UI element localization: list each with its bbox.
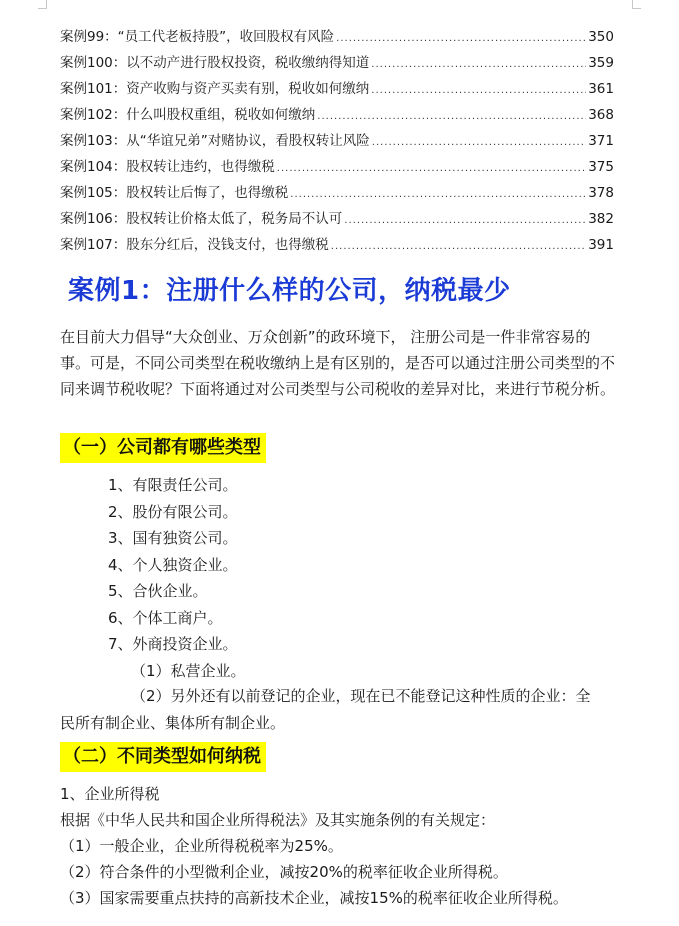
list-item: 6、个体工商户。: [108, 608, 223, 627]
toc-entry-title: 案例103：从“华谊兄弟”对赌协议，看股权转让风险: [60, 133, 370, 149]
page-corner-mark-right: [632, 0, 641, 9]
toc-entry-title: 案例104：股权转让违约，也得缴税: [60, 159, 275, 175]
toc-entry[interactable]: [60, 129, 614, 155]
toc-entry[interactable]: [60, 51, 614, 77]
case-heading: 案例1：注册什么样的公司，纳税最少: [68, 276, 511, 306]
toc-page-number: 391: [588, 237, 614, 253]
toc-page-number: 361: [588, 81, 614, 97]
toc-leader-dots: [290, 189, 586, 200]
sub-item-legacy-continued: 民所有制企业、集体所有制企业。: [60, 714, 286, 732]
toc-page-number: 350: [588, 29, 614, 45]
toc-entry[interactable]: [60, 77, 614, 103]
toc-entry[interactable]: [60, 233, 614, 259]
toc-leader-dots: [371, 85, 586, 96]
toc-entry[interactable]: [60, 25, 614, 51]
toc-leader-dots: [372, 137, 586, 148]
toc-page-number: 375: [588, 159, 614, 175]
toc-entry[interactable]: [60, 207, 614, 233]
toc-entry-title: 案例99：“员工代老板持股”，收回股权有风险: [60, 29, 335, 45]
toc-entry[interactable]: [60, 103, 614, 129]
toc-page-number: 382: [588, 211, 614, 227]
toc-entry-title: 案例100：以不动产进行股权投资，税收缴纳得知道: [60, 55, 370, 71]
toc-leader-dots: [277, 163, 586, 174]
page-corner-mark-left: [38, 0, 47, 9]
toc-leader-dots: [336, 33, 586, 44]
sub-item-private: （1）私营企业。: [131, 662, 246, 680]
tax-section-body: [60, 781, 568, 911]
toc-leader-dots: [344, 215, 586, 226]
tax-subheading: 1、企业所得税: [60, 785, 160, 803]
tax-law-reference: 根据《中华人民共和国企业所得税法》及其实施条例的有关规定：: [60, 811, 496, 829]
toc-entry-title: 案例101：资产收购与资产买卖有别，税收如何缴纳: [60, 81, 370, 97]
list-item: 3、国有独资公司。: [108, 529, 238, 547]
intro-paragraph: 在目前大力倡导“大众创业、万众创新”的政环境下， 注册公司是一件非常容易的事。可是，不同公司类型在税收缴纳上是有区别的，是否可以通过注册公司类型的不同来调节税收呢？下面将通过对公司类型与公司税收的差异对比，来进行节税分析。: [60, 328, 616, 398]
toc-entry-title: 案例102：什么叫股权重组，税收如何缴纳: [60, 107, 316, 123]
toc-entry-title: 案例105：股权转让后悔了，也得缴税: [60, 185, 289, 201]
table-of-contents: [60, 25, 614, 259]
list-item: 5、合伙企业。: [108, 582, 208, 600]
list-item: 7、外商投资企业。: [108, 635, 238, 653]
toc-leader-dots: [317, 111, 586, 122]
toc-entry[interactable]: [60, 155, 614, 181]
tax-rate-line: （2）符合条件的小型微利企业，减按20%的税率征收企业所得税。: [60, 863, 508, 881]
list-item: 2、股份有限公司。: [108, 502, 238, 521]
toc-leader-dots: [371, 59, 586, 70]
list-item: 1、有限责任公司。: [108, 476, 238, 494]
tax-rate-line: （1）一般企业，企业所得税税率为25%。: [60, 837, 343, 855]
list-item: 4、个人独资企业。: [108, 555, 238, 574]
toc-leader-dots: [331, 241, 586, 252]
tax-rate-line: （3）国家需要重点扶持的高新技术企业，减按15%的税率征收企业所得税。: [60, 889, 568, 907]
toc-entry[interactable]: [60, 181, 614, 207]
toc-page-number: 359: [588, 55, 614, 71]
company-type-list: [108, 472, 238, 658]
sub-item-legacy: （2）另外还有以前登记的企业，现在已不能登记这种性质的企业：全: [131, 687, 591, 705]
section-heading-taxation: （二）不同类型如何纳税: [60, 742, 266, 772]
toc-page-number: 378: [588, 185, 614, 201]
toc-entry-title: 案例106：股权转让价格太低了，税务局不认可: [60, 211, 343, 227]
section-heading-company-types: （一）公司都有哪些类型: [60, 433, 266, 463]
toc-page-number: 368: [588, 107, 614, 123]
toc-page-number: 371: [588, 133, 614, 149]
toc-entry-title: 案例107：股东分红后，没钱支付，也得缴税: [60, 237, 329, 253]
